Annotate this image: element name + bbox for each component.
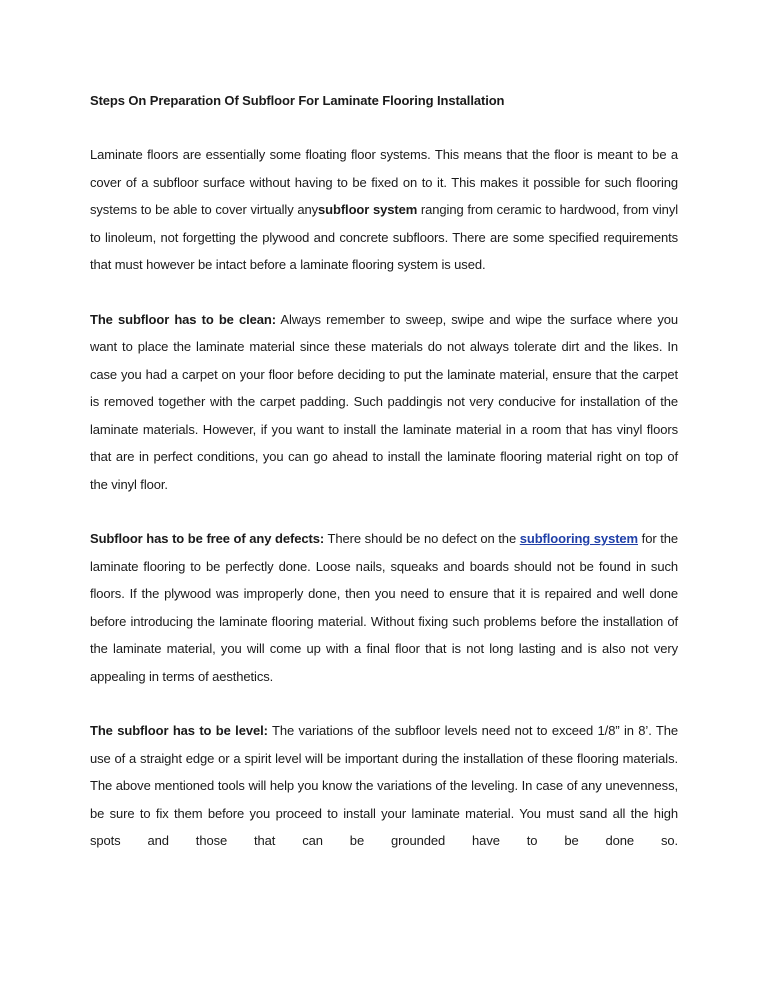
section-level-paragraph bbox=[90, 717, 678, 855]
section-level-text: The variations of the subfloor levels need not to exceed 1/8” in 8’. The use of a straight edge or a spirit level will be important during the installation of these flooring materials. The above mentioned tools will help you know the variations of the leveling. In case of any unevenness, be sure to fix them before you proceed to install your laminate material. You must sand all the high spots and those that can be grounded have to be done so. bbox=[90, 723, 678, 848]
subflooring-system-link[interactable]: subflooring system bbox=[519, 531, 639, 546]
intro-bold-term: subfloor system bbox=[318, 202, 418, 217]
section-defects-paragraph bbox=[90, 525, 678, 690]
section-level-heading: The subfloor has to be level: bbox=[90, 723, 268, 738]
section-clean-text: Always remember to sweep, swipe and wipe the surface where you want to place the laminate material since these materials do not always tolerate dirt and the likes. In case you had a carpet on your floor before deciding to put the laminate material, ensure that the carpet is removed together with the carpet padding. Such paddingis not very conducive for installation of the laminate materials. However, if you want to install the laminate material in a room that has vinyl floors that are in perfect conditions, you can go ahead to install the laminate flooring material right on top of the vinyl floor. bbox=[90, 311, 678, 492]
document-title: Steps On Preparation Of Subfloor For Laminate Flooring Installation bbox=[90, 93, 505, 108]
section-defects-heading: Subfloor has to be free of any defects: bbox=[90, 531, 325, 546]
intro-text-after: ranging from ceramic to hardwood, from vinyl to linoleum, not forgetting the plywood and concrete subfloors. There are some specified requirements that must however be intact before a laminate flooring system is used. bbox=[90, 202, 679, 272]
intro-paragraph bbox=[90, 141, 678, 279]
section-clean-heading: The subfloor has to be clean: bbox=[90, 311, 276, 327]
document-page bbox=[90, 88, 678, 882]
section-defects-text-after: for the laminate flooring to be perfectly done. Loose nails, squeaks and boards should not be found in such floors. If the plywood was improperly done, then you need to ensure that it is repaired and well done before introducing the laminate flooring material. Without fixing such problems before the installation of the laminate material, you will come up with a final floor that is not long lasting and is also not very appealing in terms of aesthetics. bbox=[90, 531, 678, 684]
section-defects-text-before: There should be no defect on the bbox=[324, 531, 520, 546]
intro-text-before: Laminate floors are essentially some floating floor systems. This means that the floor is meant to be a cover of a subfloor surface without having to be fixed on to it. This makes it possible for such flooring systems to be able to cover virtually any bbox=[90, 147, 678, 217]
section-clean-paragraph bbox=[90, 306, 678, 499]
